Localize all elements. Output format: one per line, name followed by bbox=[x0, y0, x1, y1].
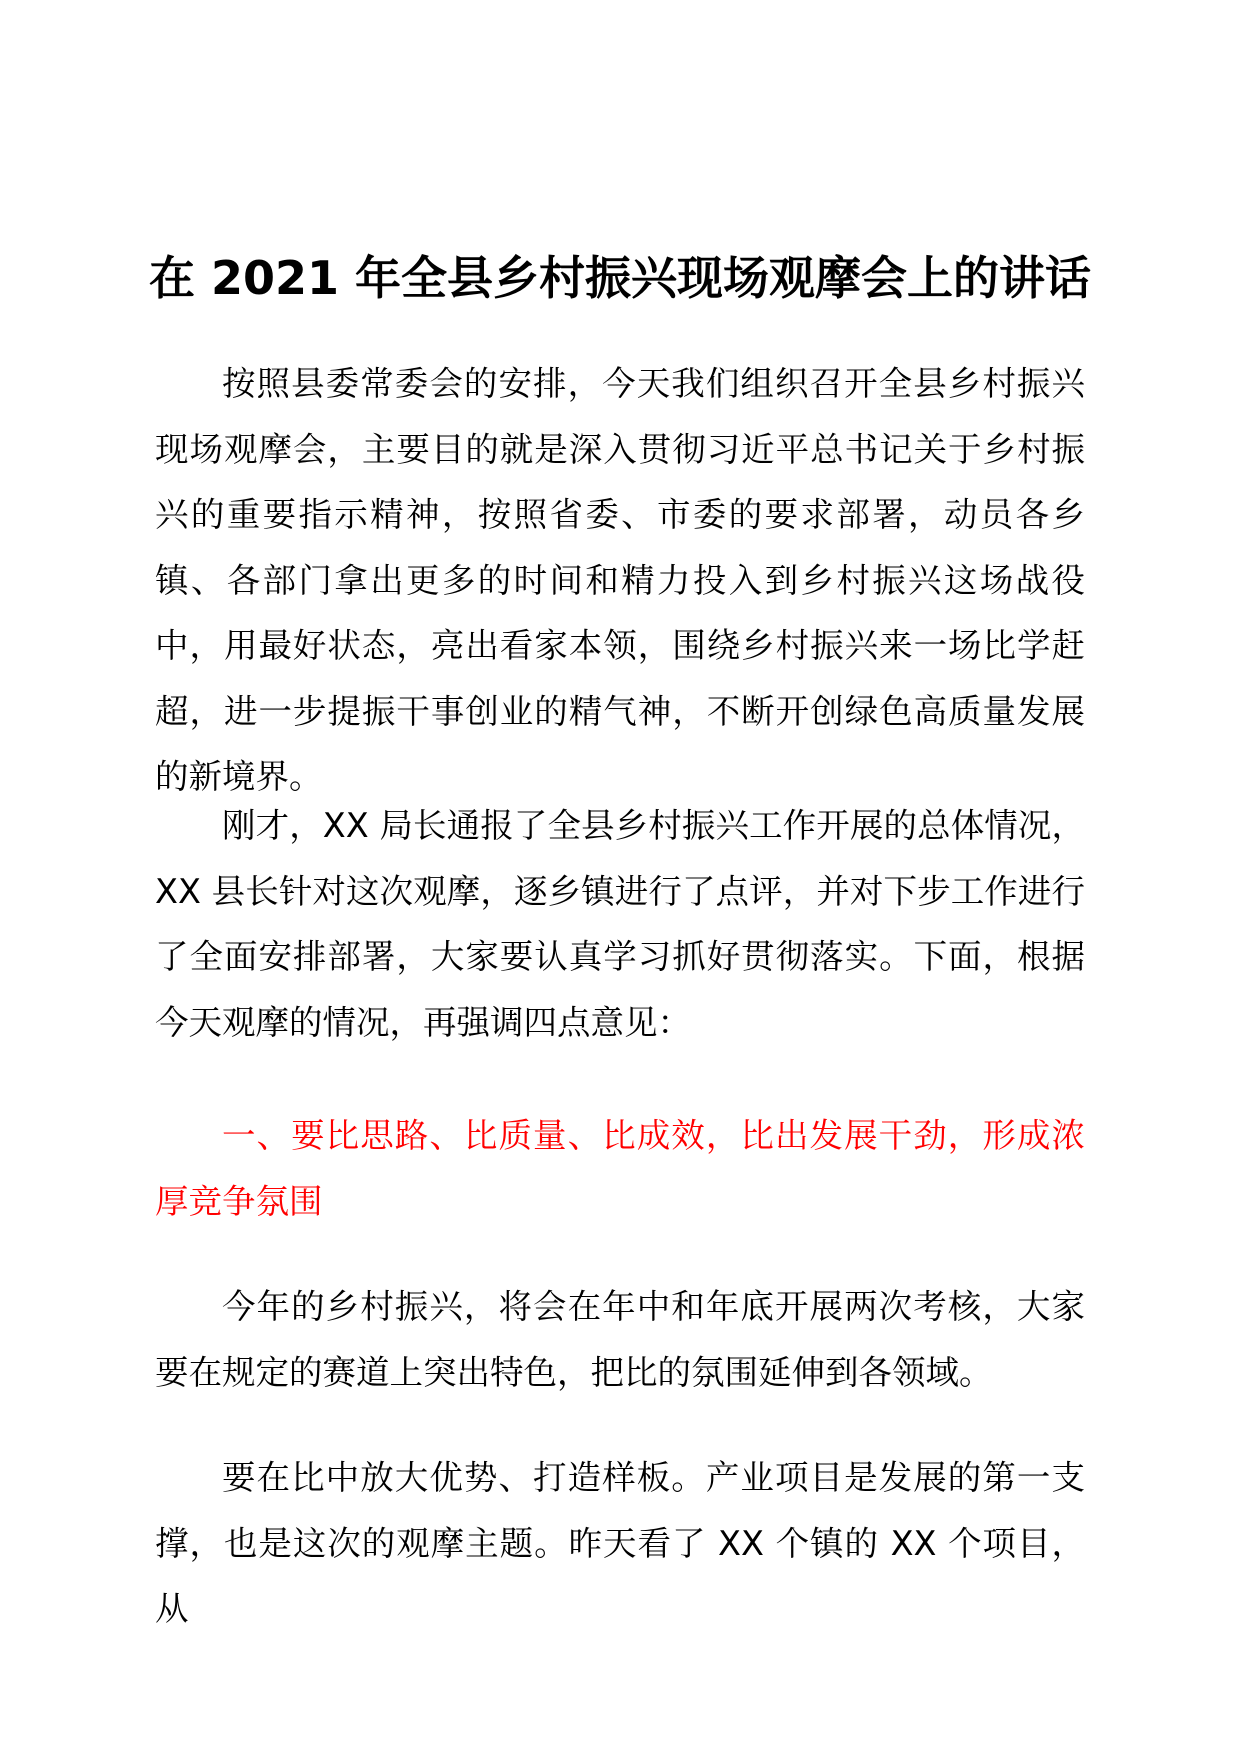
paragraph-advantages: 要在比中放大优势、打造样板。产业项目是发展的第一支撑，也是这次的观摩主题。昨天看了 XX 个镇的 XX 个项目，从 bbox=[155, 1458, 1085, 1628]
section-heading-one: 一、要比思路、比质量、比成效，比出发展干劲，形成浓厚竞争氛围 bbox=[155, 1116, 1085, 1221]
paragraph-assessment: 今年的乡村振兴，将会在年中和年底开展两次考核，大家要在规定的赛道上突出特色，把比的氛围延伸到各领域。 bbox=[155, 1287, 1085, 1392]
paragraph-opening: 按照县委常委会的安排，今天我们组织召开全县乡村振兴现场观摩会，主要目的就是深入贯彻习近平总书记关于乡村振兴的重要指示精神，按照省委、市委的要求部署，动员各乡镇、各部门拿出更多的时间和精力投入到乡村振兴这场战役中，用最好状态，亮出看家本领，围绕乡村振兴来一场比学赶超，进一步提振干事创业的精气神，不断开创绿色高质量发展的新境界。 bbox=[155, 364, 1085, 796]
paragraph-summary: 刚才，XX 局长通报了全县乡村振兴工作开展的总体情况，XX 县长针对这次观摩，逐乡镇进行了点评，并对下步工作进行了全面安排部署，大家要认真学习抓好贯彻落实。下面，根据今天观摩的情况，再强调四点意见： bbox=[155, 806, 1085, 1042]
document-title: 在 2021 年全县乡村振兴现场观摩会上的讲话 bbox=[148, 251, 1092, 305]
